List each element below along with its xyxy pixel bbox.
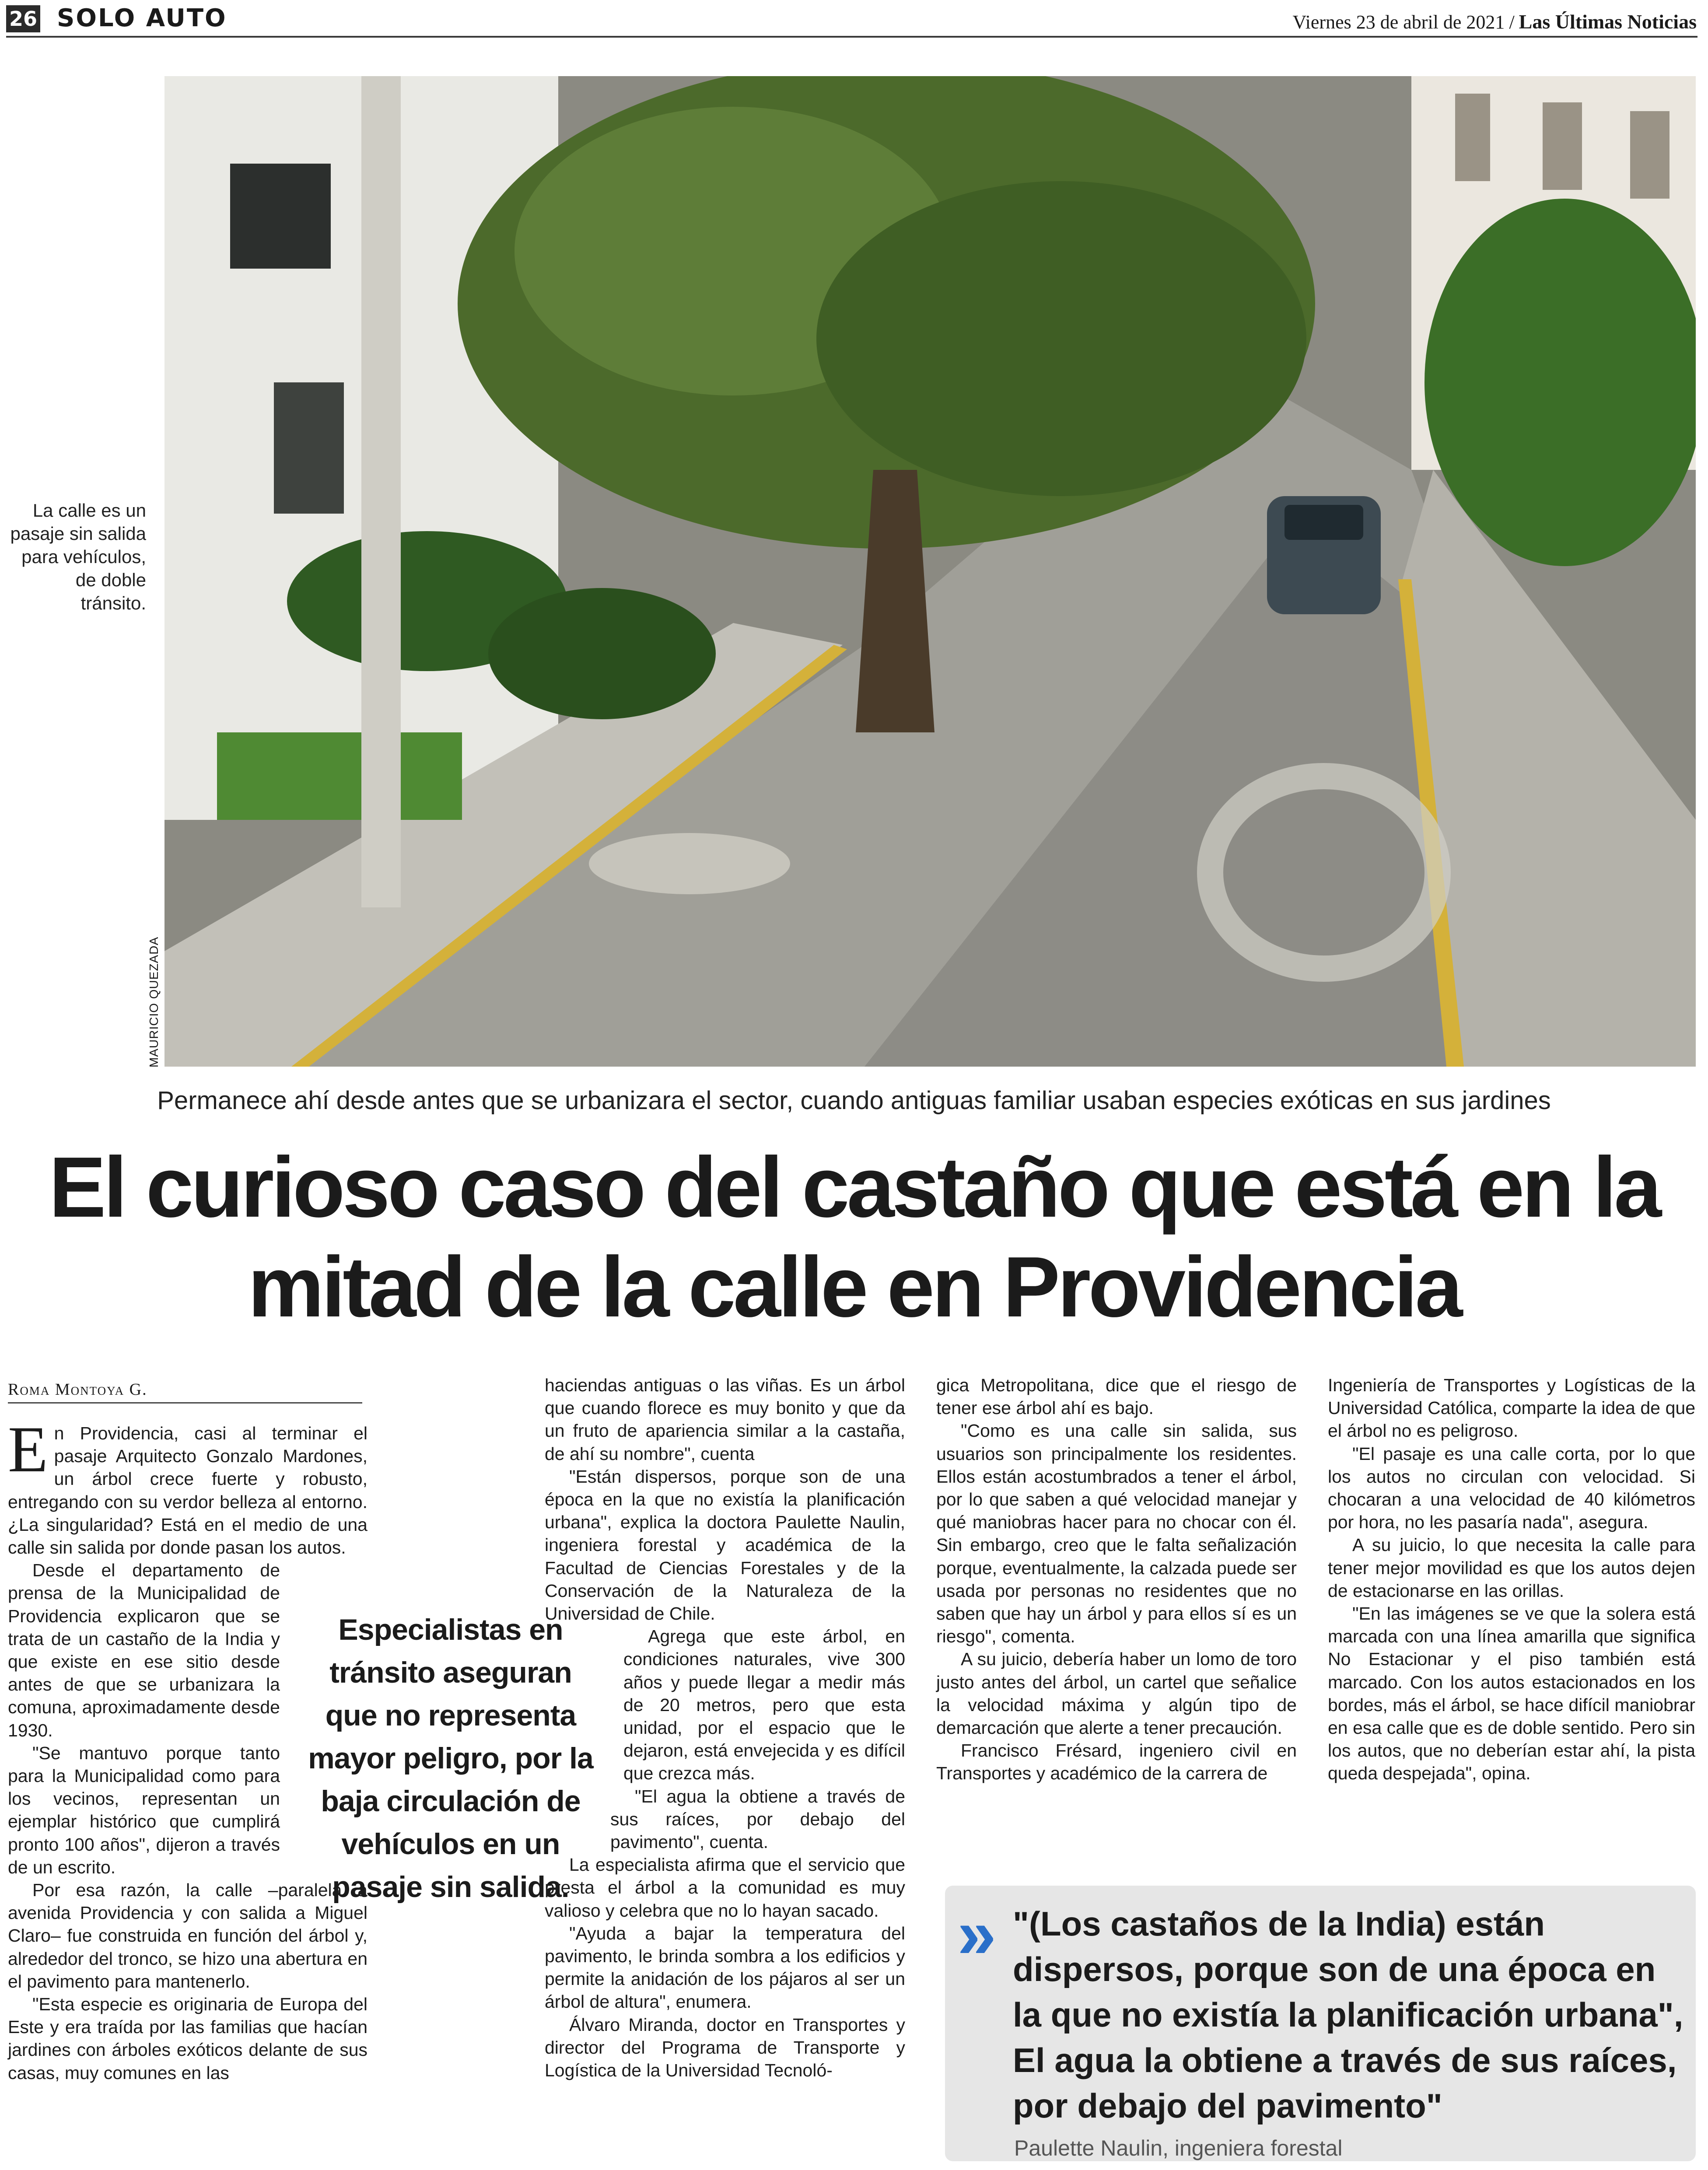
issue-date: Viernes 23 de abril de 2021 [1292, 11, 1505, 33]
paragraph: "Están dispersos, porque son de una época en la que no existía la planificación urbana", explica la doctora Paulette Naulin, ingeniera forestal y académica de la Facultad de Ciencias Forestales y de la Conservación de la Naturaleza de la Universidad de Chile. [545, 1466, 905, 1624]
paragraph: Francisco Frésard, ingeniero civil en Transportes y académico de la carrera de [936, 1740, 1297, 1784]
paragraph: Agrega que este árbol, en condiciones naturales, vive 300 años y puede llegar a medir más de 20 metros, pero que esta unidad, por el espacio que le dejaron, está envejecida y es difícil que crezca más. [623, 1626, 905, 1784]
paragraph: En Providencia, casi al terminar el pasaje Arquitecto Gonzalo Mardones, un árbol crece fuerte y robusto, entregando con su verdor belleza al entorno. ¿La singularidad? Está en el medio de una calle sin salida por donde pasan los autos. [8, 1413, 368, 1558]
paragraph: A su juicio, debería haber un lomo de toro justo antes del árbol, un cartel que señalice la velocidad máxima y algún tipo de demarcación que alerte a tener precaución. [936, 1649, 1297, 1738]
paragraph: Álvaro Miranda, doctor en Transportes y director del Programa de Transporte y Logística de la Universidad Tecnoló- [545, 2014, 905, 2081]
paragraph: A su juicio, lo que necesita la calle para tener mejor movilidad es que los autos dejen de estacionarse en las orillas. [1328, 1535, 1695, 1601]
byline: Roma Montoya G. [8, 1380, 147, 1399]
article-kicker: Permanece ahí desde antes que se urbanizara el sector, cuando antiguas familiar usaban especies exóticas en sus jardines [157, 1086, 1551, 1115]
paragraph: "Como es una calle sin salida, sus usuarios son principalmente los residentes. Ellos están acostumbrados a tener el árbol, por lo que saben a qué velocidad manejar y qué maniobras hacer para no chocar con él. Sin embargo, creo que le falta señalización porque, eventualmente, la calzada puede ser usada por personas no residentes que no saben que hay un árbol y para ellos sí es un riesgo", comenta. [936, 1421, 1297, 1647]
quote-chevron-icon: » [957, 1894, 996, 1973]
photo-caption: La calle es un pasaje sin salida para vehículos, de doble tránsito. [10, 500, 146, 613]
headline-line-1: El curioso caso del castaño que está en la [49, 1139, 1659, 1235]
paragraph: La especialista afirma que el servicio que presta el árbol a la comunidad es muy valioso y celebra que no lo hayan sacado. [545, 1855, 905, 1921]
byline-rule [8, 1402, 362, 1404]
paragraph: Por esa razón, la calle –paralela a avenida Providencia y con salida a Miguel Claro– fue construida en función del árbol y, alrededor del tronco, se hizo una abertura en el pavimento para mantenerlo. [8, 1880, 368, 1992]
body-column-4 [1328, 1374, 1695, 1785]
header-rule [6, 36, 1698, 38]
article-headline [26, 1138, 1682, 1337]
street-scene-illustration [164, 76, 1696, 1067]
page-number: 26 [6, 5, 40, 32]
paragraph: Desde el departamento de prensa de la Municipalidad de Providencia explicaron que se trata de un castaño de la India y que existe en ese sitio desde antes de que se urbanizara la comuna, aproximadamente desde 1930. [8, 1560, 280, 1740]
quote-author: Paulette Naulin, ingeniera forestal [1014, 2136, 1343, 2160]
drop-cap: E [8, 1413, 48, 1486]
body-column-3 [936, 1374, 1297, 1785]
paragraph: haciendas antiguas o las viñas. Es un árbol que cuando florece es muy bonito y que da un fruto de apariencia similar a la castaña, de ahí su nombre", cuenta [545, 1375, 905, 1464]
paragraph: Ingeniería de Transportes y Logísticas de la Universidad Católica, comparte la idea de que el árbol no es peligroso. [1328, 1375, 1695, 1441]
quote-text: "(Los castaños de la India) están dispersos, porque son de una época en la que no existía la planificación urbana", El agua la obtiene a través de sus raíces, por debajo del pavimento" [1013, 1904, 1684, 2125]
paragraph: "Se mantuvo porque tanto para la Municipalidad como para los vecinos, representan un ejemplar histórico que cumplirá pronto 100 años", dijeron a través de un escrito. [8, 1743, 280, 1877]
paragraph: gica Metropolitana, dice que el riesgo de tener ese árbol ahí es bajo. [936, 1375, 1297, 1418]
pull-quote: Especialistas en tránsito aseguran que no representa mayor peligro, por la baja circulación de vehículos en un pasaje sin salida. [308, 1613, 593, 1904]
newspaper-name: Las Últimas Noticias [1519, 10, 1697, 33]
dateline-separator: / [1509, 11, 1515, 33]
street-photo [164, 76, 1696, 1067]
paragraph: "El pasaje es una calle corta, por lo que los autos no circulan con velocidad. Si chocaran a una velocidad de 40 kilómetros por hora, no les pasaría nada", asegura. [1328, 1443, 1695, 1533]
headline-line-2: mitad de la calle en Providencia [248, 1239, 1460, 1335]
dateline [1293, 10, 1697, 35]
section-title: SOLO AUTO [57, 4, 227, 32]
paragraph: "Esta especie es originaria de Europa del Este y era traída por las familias que hacían jardines con árboles exóticos delante de sus casas, muy comunes en las [8, 1994, 368, 2083]
paragraph: "Ayuda a bajar la temperatura del pavimento, le brinda sombra a los edificios y permite la anidación de los pájaros al ser un árbol de altura", enumera. [545, 1923, 905, 2012]
photo-credit: MAURICIO QUEZADA [147, 936, 161, 1068]
body-column-2 [545, 1374, 905, 2082]
paragraph: "En las imágenes se ve que la solera está marcada con una línea amarilla que significa No Estacionar y el piso también está marcado. Con los autos estacionados en los bordes, más el árbol, se hace difícil maniobrar en esa calle que es de doble sentido. Pero sin los autos, que no deberían estar ahí, la pista queda despejada", opina. [1328, 1603, 1695, 1784]
paragraph: "El agua la obtiene a través de sus raíces, por debajo del pavimento", cuenta. [610, 1786, 905, 1852]
